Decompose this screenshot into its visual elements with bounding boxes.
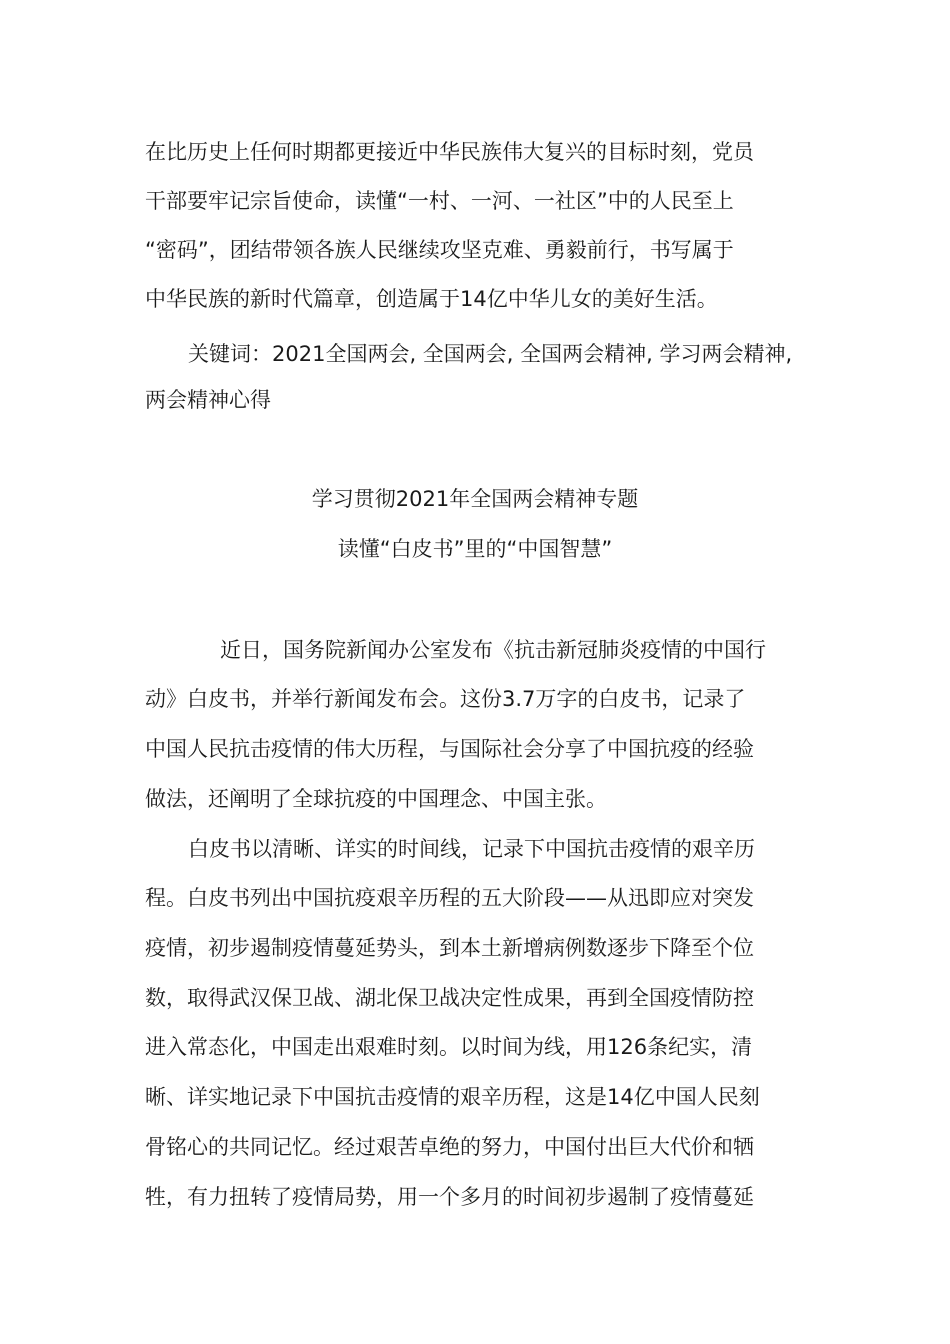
article-subtitle: 读懂“白皮书”里的“中国智慧” xyxy=(337,537,613,561)
paragraph-line: 牲，有力扭转了疫情局势，用一个多月的时间初步遏制了疫情蔓延 xyxy=(145,1185,754,1209)
paragraph-line: 动》白皮书，并举行新闻发布会。这份3.7万字的白皮书，记录了 xyxy=(145,687,746,711)
intro-line: 中华民族的新时代篇章，创造属于14亿中华儿女的美好生活。 xyxy=(145,287,718,311)
paragraph-line: 疫情，初步遏制疫情蔓延势头，到本土新增病例数逐步下降至个位 xyxy=(145,936,754,960)
paragraph-line: 晰、详实地记录下中国抗击疫情的艰辛历程，这是14亿中国人民刻 xyxy=(145,1085,760,1109)
intro-line: “密码”，团结带领各族人民继续攻坚克难、勇毅前行，书写属于 xyxy=(145,238,734,262)
keywords-line: 关键词：2021全国两会, 全国两会, 全国两会精神, 学习两会精神, xyxy=(188,342,793,366)
paragraph-line: 进入常态化，中国走出艰难时刻。以时间为线，用126条纪实，清 xyxy=(145,1035,753,1059)
paragraph-line: 做法，还阐明了全球抗疫的中国理念、中国主张。 xyxy=(145,787,607,811)
keywords-line: 两会精神心得 xyxy=(145,388,271,412)
paragraph-line: 白皮书以清晰、详实的时间线，记录下中国抗击疫情的艰辛历 xyxy=(188,837,755,861)
paragraph-line: 近日，国务院新闻办公室发布《抗击新冠肺炎疫情的中国行 xyxy=(220,638,766,662)
intro-line: 在比历史上任何时期都更接近中华民族伟大复兴的目标时刻，党员 xyxy=(145,140,754,164)
intro-line: 干部要牢记宗旨使命，读懂“一村、一河、一社区”中的人民至上 xyxy=(145,189,734,213)
paragraph-line: 骨铭心的共同记忆。经过艰苦卓绝的努力，中国付出巨大代价和牺 xyxy=(145,1135,754,1159)
paragraph-line: 程。白皮书列出中国抗疫艰辛历程的五大阶段——从迅即应对突发 xyxy=(145,886,754,910)
paragraph-line: 中国人民抗击疫情的伟大历程，与国际社会分享了中国抗疫的经验 xyxy=(145,737,754,761)
article-title: 学习贯彻2021年全国两会精神专题 xyxy=(311,487,639,511)
paragraph-line: 数，取得武汉保卫战、湖北保卫战决定性成果，再到全国疫情防控 xyxy=(145,986,754,1010)
